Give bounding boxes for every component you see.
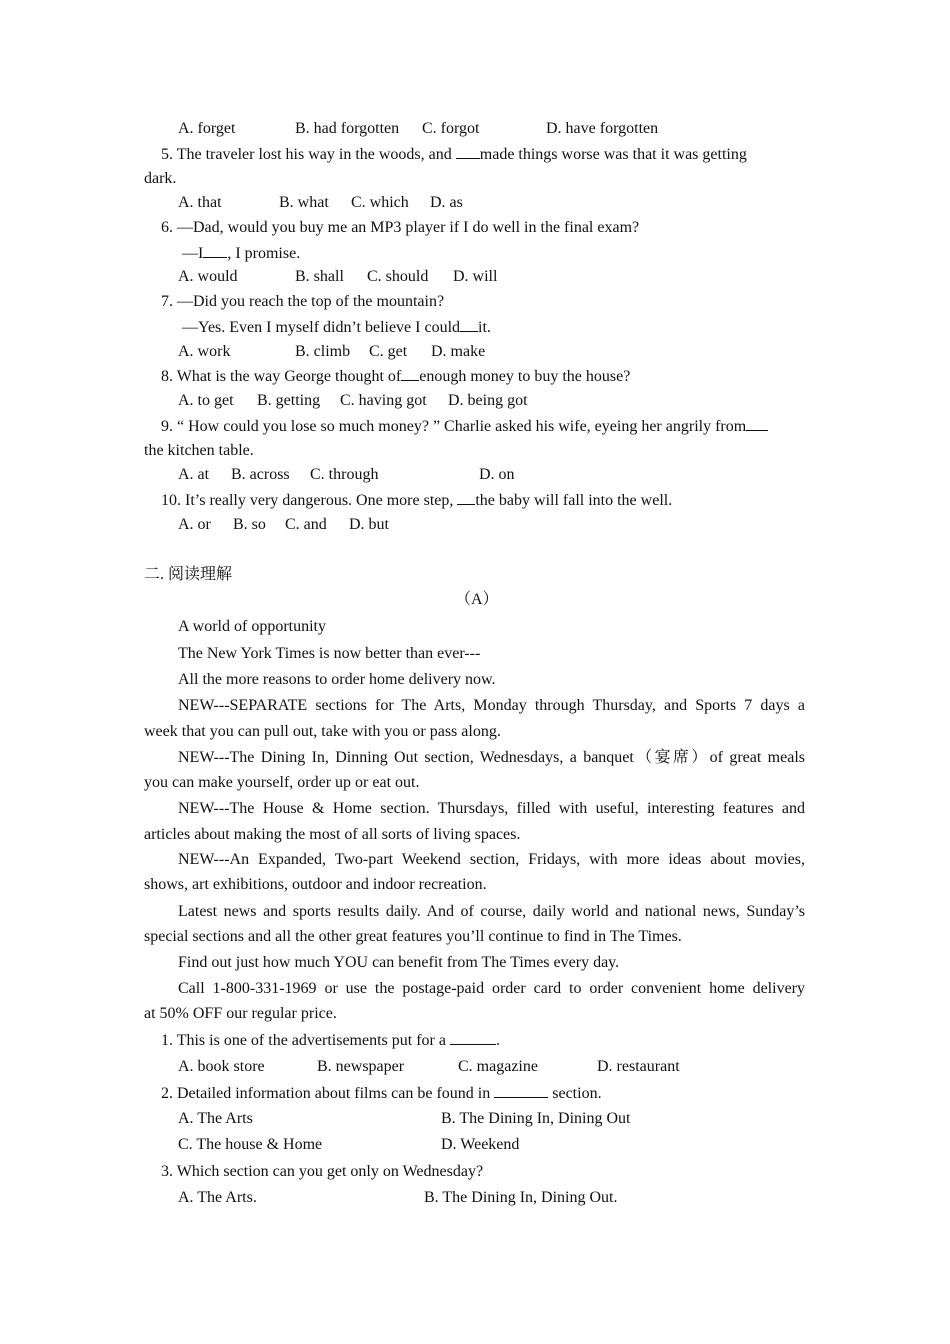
q8-option-c: C. having got [340, 392, 427, 409]
q5-option-d: D. as [430, 194, 463, 211]
passage-p9: Find out just how much YOU can benefit from The Times every day. [178, 954, 620, 971]
passage-p4-line2: week that you can pull out, take with you or pass along. [144, 723, 501, 740]
rq3-option-b: B. The Dining In, Dining Out. [424, 1189, 618, 1206]
passage-p4-line1: NEW---SEPARATE sections for The Arts, Monday through Thursday, and Sports 7 days a [178, 697, 805, 714]
q7-line2-pre: —Yes. Even I myself didn’t believe I could [182, 319, 461, 336]
passage-p6-line2: articles about making the most of all sorts of living spaces. [144, 826, 521, 843]
q6-line1: 6. —Dad, would you buy me an MP3 player if I do well in the final exam? [161, 219, 640, 236]
rq1-option-a: A. book store [178, 1058, 265, 1075]
q10-stem-pre: 10. It’s really very dangerous. One more step, [161, 492, 458, 509]
q10-blank [457, 490, 475, 505]
q6-blank [203, 243, 227, 258]
q5-blank [456, 144, 480, 159]
rq1-blank [450, 1030, 496, 1045]
rq2-option-a: A. The Arts [178, 1110, 253, 1127]
q9-stem [161, 416, 768, 437]
rq2-stem-post: section. [548, 1085, 602, 1102]
rq1-stem [161, 1030, 500, 1051]
rq1-option-c: C. magazine [458, 1058, 538, 1075]
q8-option-b: B. getting [257, 392, 321, 409]
rq1-option-d: D. restaurant [597, 1058, 680, 1075]
q4-option-a: A. forget [178, 120, 236, 137]
rq1-stem-pre: 1. This is one of the advertisements put for a [161, 1032, 450, 1049]
q5-stem-cont: dark. [144, 170, 177, 187]
rq2-blank [494, 1083, 548, 1098]
q6-option-d: D. will [453, 268, 498, 285]
q8-blank [401, 366, 419, 381]
passage-p5-line2: you can make yourself, order up or eat out. [144, 774, 420, 791]
rq2-option-d: D. Weekend [441, 1136, 520, 1153]
passage-p10-line1: Call 1-800-331-1969 or use the postage-paid order card to order convenient home delivery [178, 980, 805, 997]
q6-line2-post: , I promise. [227, 245, 301, 262]
q5-stem [161, 144, 747, 165]
q9-option-b: B. across [231, 466, 290, 483]
q8-option-a: A. to get [178, 392, 234, 409]
q10-option-b: B. so [233, 516, 266, 533]
passage-p3: All the more reasons to order home delivery now. [178, 671, 496, 688]
q8-option-d: D. being got [448, 392, 528, 409]
passage-p8-line2: special sections and all the other great features you’ll continue to find in The Times. [144, 928, 682, 945]
passage-p5-line1: NEW---The Dining In, Dinning Out section, Wednesdays, a banquet（宴席）of great meals [178, 749, 805, 766]
q5-stem-post: made things worse was that it was getting [479, 146, 747, 163]
q7-blank [460, 317, 478, 332]
q7-option-d: D. make [431, 343, 486, 360]
q7-option-b: B. climb [295, 343, 351, 360]
q10-stem [161, 490, 672, 511]
passage-p7-line1: NEW---An Expanded, Two-part Weekend section, Fridays, with more ideas about movies, [178, 851, 805, 868]
q6-option-b: B. shall [295, 268, 344, 285]
q7-line2 [182, 317, 491, 338]
passage-p10-line2: at 50% OFF our regular price. [144, 1005, 337, 1022]
passage-p8-line1: Latest news and sports results daily. And of course, daily world and national news, Sunday’s [178, 903, 805, 920]
q7-line1: 7. —Did you reach the top of the mountain? [161, 293, 445, 310]
q4-option-c: C. forgot [422, 120, 480, 137]
rq3-option-a: A. The Arts. [178, 1189, 257, 1206]
q5-stem-pre: 5. The traveler lost his way in the woods, and [161, 146, 456, 163]
q4-option-d: D. have forgotten [546, 120, 659, 137]
rq1-option-b: B. newspaper [317, 1058, 405, 1075]
passage-label: （A） [455, 591, 499, 608]
passage-p2: The New York Times is now better than ever--- [178, 645, 481, 662]
q9-option-c: C. through [310, 466, 379, 483]
q10-option-d: D. but [349, 516, 389, 533]
q9-blank [746, 416, 768, 431]
passage-p6-line1: NEW---The House & Home section. Thursdays, filled with useful, interesting features and [178, 800, 805, 817]
q10-option-c: C. and [285, 516, 327, 533]
q6-line2-pre: —I [182, 245, 204, 262]
q6-option-a: A. would [178, 268, 238, 285]
rq1-stem-post: . [495, 1032, 500, 1049]
q9-option-a: A. at [178, 466, 210, 483]
q8-stem-pre: 8. What is the way George thought of [161, 368, 402, 385]
rq2-option-c: C. The house & Home [178, 1136, 323, 1153]
passage-p7-line2: shows, art exhibitions, outdoor and indoor recreation. [144, 876, 487, 893]
q4-option-b: B. had forgotten [295, 120, 400, 137]
rq2-stem-pre: 2. Detailed information about films can be found in [161, 1085, 495, 1102]
rq2-option-b: B. The Dining In, Dining Out [441, 1110, 631, 1127]
q6-line2 [182, 243, 300, 264]
q10-stem-post: the baby will fall into the well. [475, 492, 673, 509]
q5-option-b: B. what [279, 194, 329, 211]
q8-stem [161, 366, 630, 387]
q9-stem-pre: 9. “ How could you lose so much money? ” Charlie asked his wife, eyeing her angrily from [161, 418, 747, 435]
q9-option-d: D. on [479, 466, 515, 483]
q8-stem-post: enough money to buy the house? [419, 368, 631, 385]
q7-line2-post: it. [478, 319, 491, 336]
q9-stem-cont: the kitchen table. [144, 442, 254, 459]
q7-option-a: A. work [178, 343, 231, 360]
q7-option-c: C. get [369, 343, 408, 360]
q5-option-c: C. which [351, 194, 409, 211]
rq3-stem: 3. Which section can you get only on Wednesday? [161, 1163, 484, 1180]
passage-p1: A world of opportunity [178, 618, 326, 635]
q10-option-a: A. or [178, 516, 211, 533]
rq2-stem [161, 1083, 602, 1104]
q6-option-c: C. should [367, 268, 429, 285]
q5-option-a: A. that [178, 194, 222, 211]
section-title: 二. 阅读理解 [144, 566, 233, 583]
